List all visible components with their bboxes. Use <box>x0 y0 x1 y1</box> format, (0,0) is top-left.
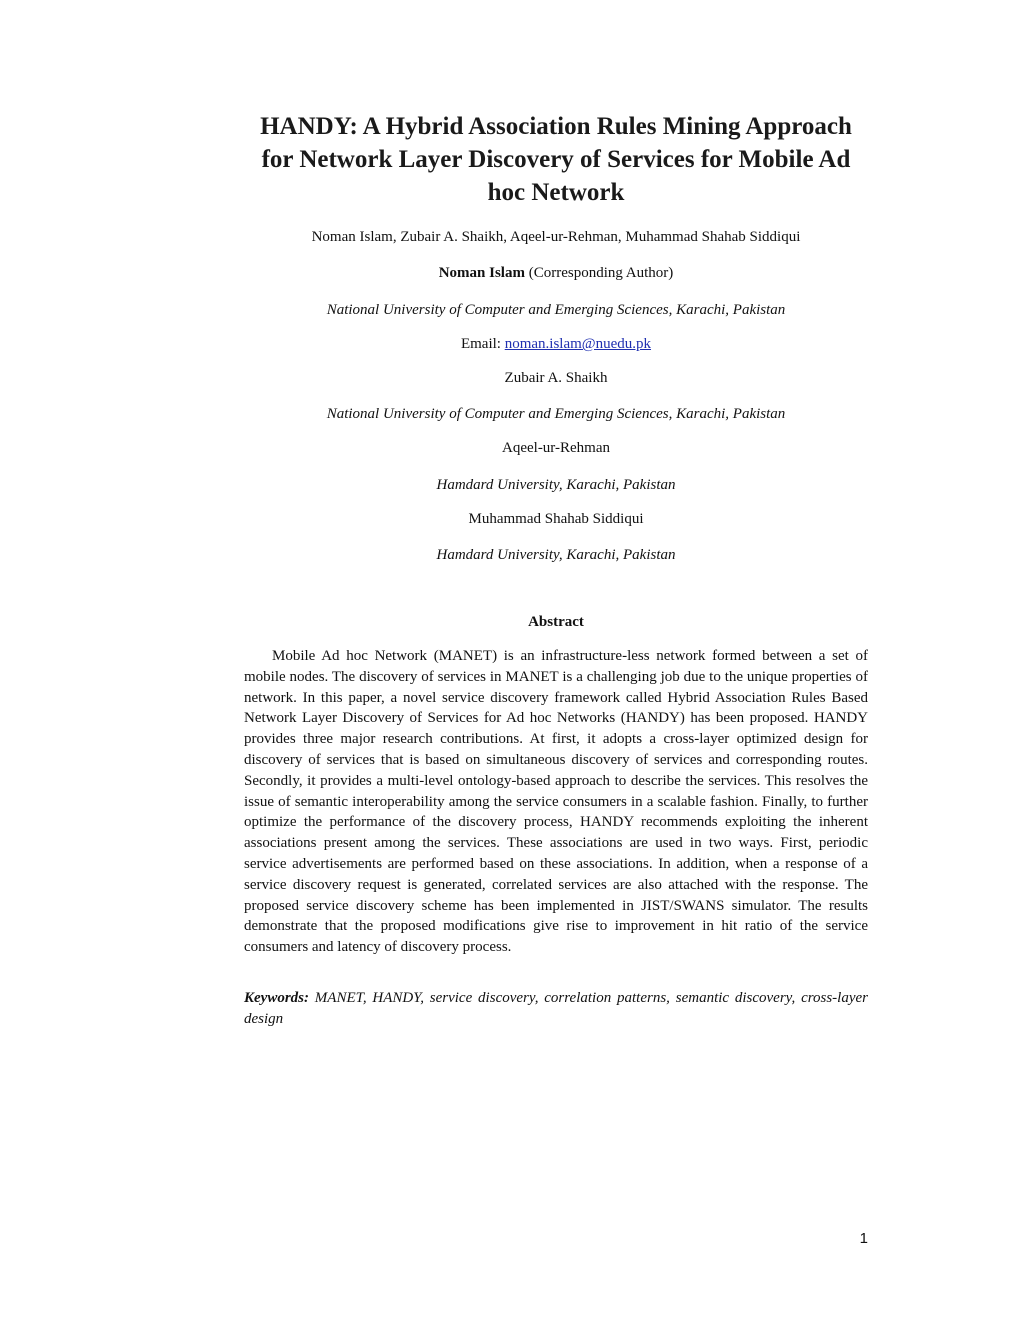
email-label: Email: <box>460 336 505 352</box>
corresponding-author <box>160 263 952 283</box>
title-line-3: hoc Network <box>487 179 625 206</box>
email-link[interactable]: noman.islam@nuedu.pk <box>504 336 652 352</box>
author-4-name: Muhammad Shahab Siddiqui <box>468 511 644 527</box>
corresponding-author-note: (Corresponding Author) <box>524 265 674 281</box>
keywords-label: Keywords: <box>244 990 309 1006</box>
abstract-body: Mobile Ad hoc Network (MANET) is an infrastructure-less network formed between a set of mobile nodes. The discovery of services in MANET is a challenging job due to the unique properties of network. In this paper, a novel service discovery framework called Hybrid Association Rules Based Network Layer Discovery of Services for Ad hoc Networks (HANDY) has been proposed. HANDY provides three major research contributions. At first, it adopts a cross-layer optimized design for discovery of services that is based on simultaneous discovery of services and corresponding routes. Secondly, it provides a multi-level ontology-based approach to describe the services. This resolves the issue of semantic interoperability among the service consumers in a scalable fashion. Finally, to further optimize the performance of the discovery process, HANDY recommends exploiting the inherent associations present among the services. These associations are used in two ways. First, periodic service advertisements are performed based on these associations. In addition, when a response of a service discovery request is generated, correlated services are also attached with the response. The proposed service discovery scheme has been implemented in JIST/SWANS simulator. The results demonstrate that the proposed modifications give rise to improvement in hit ratio of the service consumers and latency of discovery process. <box>244 648 868 956</box>
keywords <box>244 988 868 1030</box>
affiliation-1: National University of Computer and Emerging Sciences, Karachi, Pakistan <box>326 302 786 318</box>
author-2-name: Zubair A. Shaikh <box>504 370 608 386</box>
author-3-name: Aqeel-ur-Rehman <box>502 440 610 456</box>
title-line-1: HANDY: A Hybrid Association Rules Mining Approach <box>260 113 852 140</box>
affiliation-3: Hamdard University, Karachi, Pakistan <box>436 477 676 493</box>
abstract-heading: Abstract <box>528 614 584 630</box>
authors-line: Noman Islam, Zubair A. Shaikh, Aqeel-ur-Rehman, Muhammad Shahab Siddiqui <box>311 229 801 245</box>
affiliation-4: Hamdard University, Karachi, Pakistan <box>436 547 676 563</box>
email-line <box>160 334 952 354</box>
page-number: 1 <box>859 1230 868 1247</box>
title-line-2: for Network Layer Discovery of Services for Mobile Ad <box>261 146 851 173</box>
paper-title <box>230 110 882 209</box>
affiliation-2: National University of Computer and Emerging Sciences, Karachi, Pakistan <box>326 406 786 422</box>
corresponding-author-name: Noman Islam <box>438 265 525 281</box>
keywords-text: MANET, HANDY, service discovery, correlation patterns, semantic discovery, cross-layer design <box>244 990 868 1027</box>
